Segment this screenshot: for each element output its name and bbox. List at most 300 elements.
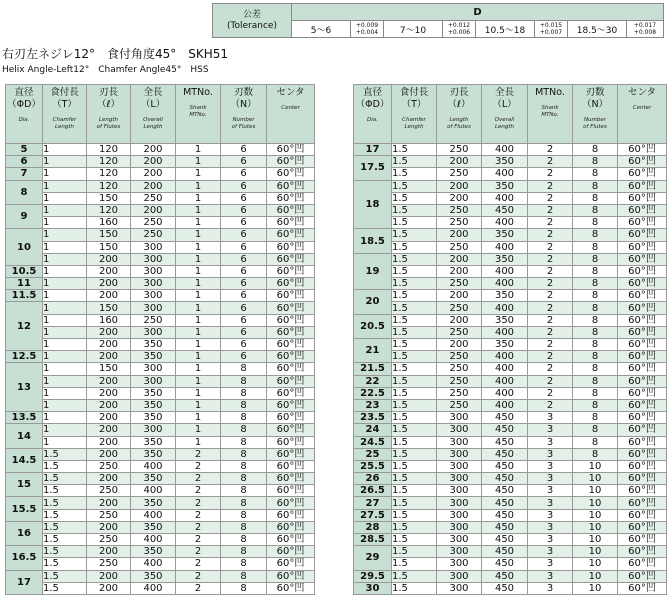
table-cell: 400 <box>131 534 176 546</box>
table-cell: 200 <box>87 326 131 338</box>
table-cell: 60°凹 <box>267 180 315 192</box>
tolerance-table <box>212 3 664 38</box>
table-cell: 8 <box>221 534 267 546</box>
table-cell: 350 <box>131 436 176 448</box>
table-cell: 200 <box>437 180 482 192</box>
table-cell: 1 <box>43 229 87 241</box>
diameter-cell: 15 <box>6 473 43 497</box>
table-cell: 8 <box>221 399 267 411</box>
table-cell: 8 <box>573 204 618 216</box>
table-cell: 8 <box>221 558 267 570</box>
table-cell: 8 <box>573 265 618 277</box>
diameter-cell: 24 <box>354 424 392 436</box>
table-cell: 60°凹 <box>618 448 667 460</box>
table-cell: 8 <box>573 399 618 411</box>
table-cell: 1 <box>43 363 87 375</box>
table-row <box>6 558 315 570</box>
table-cell: 200 <box>437 156 482 168</box>
tolerance-lower: +0.008 <box>633 29 657 36</box>
table-cell: 250 <box>87 558 131 570</box>
table-cell: 10 <box>573 546 618 558</box>
table-cell: 60°凹 <box>618 521 667 533</box>
table-cell: 2 <box>176 485 221 497</box>
diameter-cell: 10.5 <box>6 265 43 277</box>
table-cell: 1.5 <box>392 229 437 241</box>
diameter-cell: 8 <box>6 180 43 204</box>
table-cell: 1.5 <box>43 497 87 509</box>
table-cell: 60°凹 <box>618 339 667 351</box>
table-cell: 60°凹 <box>618 229 667 241</box>
table-cell: 60°凹 <box>267 521 315 533</box>
table-cell: 3 <box>528 436 573 448</box>
diameter-cell: 17 <box>354 144 392 156</box>
diameter-cell: 28.5 <box>354 534 392 546</box>
table-cell: 1 <box>43 265 87 277</box>
tolerance-limits <box>535 21 568 38</box>
diameter-cell: 24.5 <box>354 436 392 448</box>
table-cell: 60°凹 <box>618 387 667 399</box>
table-cell: 250 <box>437 363 482 375</box>
table-row <box>354 558 667 570</box>
table-cell: 1.5 <box>392 180 437 192</box>
table-cell: 150 <box>87 229 131 241</box>
table-cell: 400 <box>482 278 528 290</box>
table-cell: 60°凹 <box>618 582 667 594</box>
diameter-cell: 18.5 <box>354 229 392 253</box>
table-cell: 400 <box>482 241 528 253</box>
table-cell: 6 <box>221 326 267 338</box>
table-cell: 400 <box>131 582 176 594</box>
column-header-en: Dia. <box>367 117 378 123</box>
table-cell: 300 <box>437 485 482 497</box>
table-cell: 2 <box>528 351 573 363</box>
table-cell: 300 <box>437 497 482 509</box>
diameter-cell: 12 <box>6 302 43 351</box>
table-cell: 8 <box>573 302 618 314</box>
table-cell: 1.5 <box>392 582 437 594</box>
table-cell: 6 <box>221 229 267 241</box>
table-cell: 1 <box>176 351 221 363</box>
table-cell: 400 <box>482 302 528 314</box>
table-cell: 60°凹 <box>267 192 315 204</box>
table-cell: 60°凹 <box>618 412 667 424</box>
table-row <box>6 180 315 192</box>
table-cell: 3 <box>528 509 573 521</box>
table-cell: 8 <box>221 582 267 594</box>
title-en: Helix Angle-Left12° Chamfer Angle45° HSS <box>2 65 209 75</box>
table-cell: 1 <box>43 156 87 168</box>
table-cell: 1 <box>176 204 221 216</box>
table-row <box>354 412 667 424</box>
table-row <box>354 363 667 375</box>
diameter-cell: 17 <box>6 570 43 594</box>
table-cell: 200 <box>131 156 176 168</box>
table-cell: 60°凹 <box>618 241 667 253</box>
table-row <box>6 278 315 290</box>
table-cell: 300 <box>131 326 176 338</box>
table-cell: 2 <box>176 473 221 485</box>
table-cell: 3 <box>528 546 573 558</box>
table-cell: 1 <box>43 144 87 156</box>
table-cell: 1.5 <box>392 253 437 265</box>
table-cell: 60°凹 <box>267 546 315 558</box>
table-cell: 8 <box>573 412 618 424</box>
table-cell: 2 <box>176 570 221 582</box>
table-cell: 400 <box>482 192 528 204</box>
table-row <box>354 570 667 582</box>
table-cell: 1.5 <box>43 448 87 460</box>
table-row <box>6 363 315 375</box>
table-cell: 300 <box>437 436 482 448</box>
table-cell: 3 <box>528 570 573 582</box>
table-cell: 120 <box>87 156 131 168</box>
table-cell: 3 <box>528 534 573 546</box>
table-cell: 1.5 <box>392 485 437 497</box>
table-cell: 200 <box>87 253 131 265</box>
table-cell: 8 <box>221 424 267 436</box>
table-cell: 60°凹 <box>267 253 315 265</box>
table-row <box>354 460 667 472</box>
table-cell: 1 <box>176 156 221 168</box>
tolerance-range: 10.5～18 <box>476 21 535 38</box>
table-cell: 60°凹 <box>618 192 667 204</box>
column-header-en: Overall Length <box>143 117 163 130</box>
table-cell: 250 <box>87 509 131 521</box>
table-cell: 8 <box>573 156 618 168</box>
table-cell: 8 <box>221 473 267 485</box>
table-cell: 60°凹 <box>267 217 315 229</box>
table-cell: 2 <box>528 363 573 375</box>
column-header <box>392 85 437 144</box>
table-cell: 60°凹 <box>267 168 315 180</box>
table-cell: 1.5 <box>392 351 437 363</box>
tolerance-limits <box>627 21 664 38</box>
table-cell: 160 <box>87 217 131 229</box>
table-cell: 1 <box>176 314 221 326</box>
table-cell: 60°凹 <box>618 217 667 229</box>
table-cell: 450 <box>482 546 528 558</box>
table-cell: 1.5 <box>392 290 437 302</box>
table-cell: 200 <box>87 387 131 399</box>
table-row <box>354 326 667 338</box>
table-cell: 200 <box>87 546 131 558</box>
column-header <box>437 85 482 144</box>
diameter-cell: 13.5 <box>6 412 43 424</box>
column-header-en: Chamfer Length <box>402 117 426 130</box>
diameter-cell: 19 <box>354 253 392 290</box>
table-cell: 300 <box>437 521 482 533</box>
table-cell: 300 <box>131 278 176 290</box>
table-cell: 350 <box>131 546 176 558</box>
diameter-cell: 5 <box>6 144 43 156</box>
column-header-jp: 刃長 （ℓ） <box>97 87 120 110</box>
table-cell: 1.5 <box>392 521 437 533</box>
column-header <box>43 85 87 144</box>
table-cell: 2 <box>528 168 573 180</box>
table-row <box>354 241 667 253</box>
table-cell: 1.5 <box>43 521 87 533</box>
table-cell: 2 <box>528 278 573 290</box>
table-cell: 1 <box>43 326 87 338</box>
table-cell: 3 <box>528 412 573 424</box>
tolerance-limits <box>443 21 476 38</box>
tolerance-upper: +0.012 <box>447 22 471 29</box>
table-cell: 450 <box>482 534 528 546</box>
table-cell: 1.5 <box>392 192 437 204</box>
column-header <box>6 85 43 144</box>
table-cell: 8 <box>221 460 267 472</box>
table-cell: 60°凹 <box>267 156 315 168</box>
column-header-jp: MTNo. <box>183 87 213 98</box>
table-cell: 300 <box>131 424 176 436</box>
table-cell: 3 <box>528 473 573 485</box>
table-cell: 2 <box>176 558 221 570</box>
diameter-cell: 25.5 <box>354 460 392 472</box>
table-cell: 6 <box>221 168 267 180</box>
table-cell: 2 <box>176 497 221 509</box>
column-header <box>528 85 573 144</box>
table-row <box>6 485 315 497</box>
table-cell: 1.5 <box>392 326 437 338</box>
table-cell: 350 <box>131 497 176 509</box>
table-cell: 10 <box>573 558 618 570</box>
table-cell: 6 <box>221 241 267 253</box>
table-cell: 200 <box>131 180 176 192</box>
table-cell: 60°凹 <box>267 582 315 594</box>
tolerance-upper: +0.009 <box>355 22 379 29</box>
table-row <box>354 253 667 265</box>
table-row <box>6 229 315 241</box>
table-cell: 1.5 <box>392 314 437 326</box>
table-cell: 150 <box>87 192 131 204</box>
table-cell: 60°凹 <box>267 485 315 497</box>
table-cell: 450 <box>482 509 528 521</box>
table-cell: 8 <box>573 180 618 192</box>
table-cell: 1 <box>176 424 221 436</box>
table-cell: 1.5 <box>43 546 87 558</box>
table-cell: 8 <box>221 546 267 558</box>
table-cell: 1.5 <box>392 144 437 156</box>
table-cell: 2 <box>528 290 573 302</box>
table-cell: 8 <box>573 363 618 375</box>
table-row <box>354 217 667 229</box>
column-header-jp: 直径 （ΦD） <box>355 87 390 110</box>
table-row <box>354 485 667 497</box>
column-header-jp: 全長 （L） <box>140 87 166 110</box>
table-cell: 8 <box>221 485 267 497</box>
table-cell: 400 <box>482 168 528 180</box>
table-cell: 60°凹 <box>618 290 667 302</box>
tolerance-lower: +0.006 <box>447 29 471 36</box>
diameter-cell: 20.5 <box>354 314 392 338</box>
table-cell: 8 <box>221 436 267 448</box>
table-row <box>354 375 667 387</box>
table-cell: 1.5 <box>392 460 437 472</box>
table-cell: 200 <box>437 229 482 241</box>
table-cell: 3 <box>528 460 573 472</box>
table-row <box>354 156 667 168</box>
table-cell: 250 <box>131 217 176 229</box>
table-cell: 8 <box>573 339 618 351</box>
table-row <box>6 265 315 277</box>
column-header <box>87 85 131 144</box>
table-cell: 60°凹 <box>618 534 667 546</box>
table-row <box>6 460 315 472</box>
table-cell: 450 <box>482 204 528 216</box>
table-cell: 200 <box>87 265 131 277</box>
table-cell: 2 <box>176 534 221 546</box>
table-cell: 250 <box>437 326 482 338</box>
diameter-cell: 26.5 <box>354 485 392 497</box>
table-row <box>6 302 315 314</box>
diameter-cell: 21.5 <box>354 363 392 375</box>
table-cell: 200 <box>87 436 131 448</box>
table-cell: 300 <box>437 582 482 594</box>
table-row <box>354 534 667 546</box>
table-cell: 200 <box>87 351 131 363</box>
table-row <box>6 253 315 265</box>
table-cell: 1 <box>43 290 87 302</box>
table-row <box>354 509 667 521</box>
table-row <box>354 582 667 594</box>
table-cell: 300 <box>131 253 176 265</box>
table-row <box>354 546 667 558</box>
table-cell: 60°凹 <box>267 558 315 570</box>
column-header-en: Length of Flutes <box>96 117 121 130</box>
table-cell: 1 <box>176 217 221 229</box>
column-header <box>354 85 392 144</box>
table-cell: 3 <box>528 424 573 436</box>
table-cell: 200 <box>437 314 482 326</box>
table-cell: 450 <box>482 473 528 485</box>
table-cell: 250 <box>437 204 482 216</box>
table-cell: 3 <box>528 582 573 594</box>
table-cell: 8 <box>221 387 267 399</box>
column-header-jp: 食付長 （T） <box>50 87 79 110</box>
table-cell: 350 <box>131 387 176 399</box>
table-cell: 400 <box>482 351 528 363</box>
table-cell: 200 <box>131 168 176 180</box>
table-cell: 1.5 <box>43 534 87 546</box>
table-cell: 6 <box>221 180 267 192</box>
diameter-cell: 17.5 <box>354 156 392 180</box>
table-cell: 60°凹 <box>618 180 667 192</box>
table-cell: 250 <box>437 399 482 411</box>
table-cell: 250 <box>437 387 482 399</box>
table-cell: 450 <box>482 424 528 436</box>
table-cell: 1.5 <box>392 339 437 351</box>
table-cell: 6 <box>221 192 267 204</box>
column-header-jp: センタ <box>627 87 657 98</box>
table-cell: 60°凹 <box>618 314 667 326</box>
table-cell: 350 <box>131 570 176 582</box>
table-row <box>6 582 315 594</box>
table-cell: 60°凹 <box>267 424 315 436</box>
tolerance-lower: +0.004 <box>355 29 379 36</box>
table-cell: 60°凹 <box>267 351 315 363</box>
table-cell: 1.5 <box>392 546 437 558</box>
table-cell: 1.5 <box>392 375 437 387</box>
table-cell: 6 <box>221 290 267 302</box>
tolerance-range: 7～10 <box>384 21 443 38</box>
table-cell: 1 <box>176 180 221 192</box>
table-cell: 400 <box>131 509 176 521</box>
table-cell: 120 <box>87 168 131 180</box>
table-cell: 300 <box>437 570 482 582</box>
table-cell: 1 <box>43 399 87 411</box>
table-cell: 60°凹 <box>267 387 315 399</box>
table-cell: 10 <box>573 497 618 509</box>
tolerance-range: 18.5～30 <box>568 21 627 38</box>
table-cell: 450 <box>482 460 528 472</box>
table-cell: 8 <box>573 290 618 302</box>
table-cell: 200 <box>87 412 131 424</box>
table-cell: 2 <box>176 509 221 521</box>
table-cell: 350 <box>131 339 176 351</box>
table-cell: 450 <box>482 436 528 448</box>
table-cell: 10 <box>573 570 618 582</box>
table-cell: 200 <box>87 339 131 351</box>
table-cell: 3 <box>528 497 573 509</box>
table-row <box>354 399 667 411</box>
table-cell: 1 <box>176 168 221 180</box>
table-cell: 10 <box>573 509 618 521</box>
table-cell: 350 <box>482 290 528 302</box>
table-cell: 1 <box>43 192 87 204</box>
table-row <box>6 290 315 302</box>
table-cell: 1 <box>43 412 87 424</box>
table-cell: 1.5 <box>43 460 87 472</box>
table-cell: 400 <box>131 558 176 570</box>
table-cell: 3 <box>528 521 573 533</box>
table-cell: 200 <box>131 204 176 216</box>
table-cell: 450 <box>482 485 528 497</box>
table-row <box>6 375 315 387</box>
table-cell: 1.5 <box>392 534 437 546</box>
table-cell: 300 <box>131 302 176 314</box>
table-cell: 1 <box>176 326 221 338</box>
table-cell: 1 <box>176 412 221 424</box>
table-cell: 1.5 <box>392 448 437 460</box>
table-cell: 60°凹 <box>267 412 315 424</box>
table-row <box>6 497 315 509</box>
column-header-en: Number of Flutes <box>231 117 256 130</box>
table-cell: 1.5 <box>392 509 437 521</box>
column-header-en: Dia. <box>18 117 30 123</box>
table-cell: 60°凹 <box>618 436 667 448</box>
table-row <box>6 326 315 338</box>
table-cell: 1.5 <box>43 570 87 582</box>
diameter-cell: 22.5 <box>354 387 392 399</box>
table-cell: 6 <box>221 278 267 290</box>
table-row <box>6 339 315 351</box>
table-row <box>6 436 315 448</box>
table-cell: 250 <box>87 460 131 472</box>
table-cell: 400 <box>482 387 528 399</box>
column-header-jp: 食付長 （T） <box>399 87 429 110</box>
diameter-cell: 21 <box>354 339 392 363</box>
column-header-en: Center <box>281 105 300 111</box>
table-cell: 3 <box>528 448 573 460</box>
table-cell: 60°凹 <box>267 204 315 216</box>
table-row <box>6 168 315 180</box>
diameter-cell: 28 <box>354 521 392 533</box>
table-cell: 60°凹 <box>267 326 315 338</box>
table-cell: 250 <box>437 217 482 229</box>
table-cell: 60°凹 <box>267 241 315 253</box>
table-cell: 1.5 <box>392 278 437 290</box>
table-cell: 350 <box>482 314 528 326</box>
